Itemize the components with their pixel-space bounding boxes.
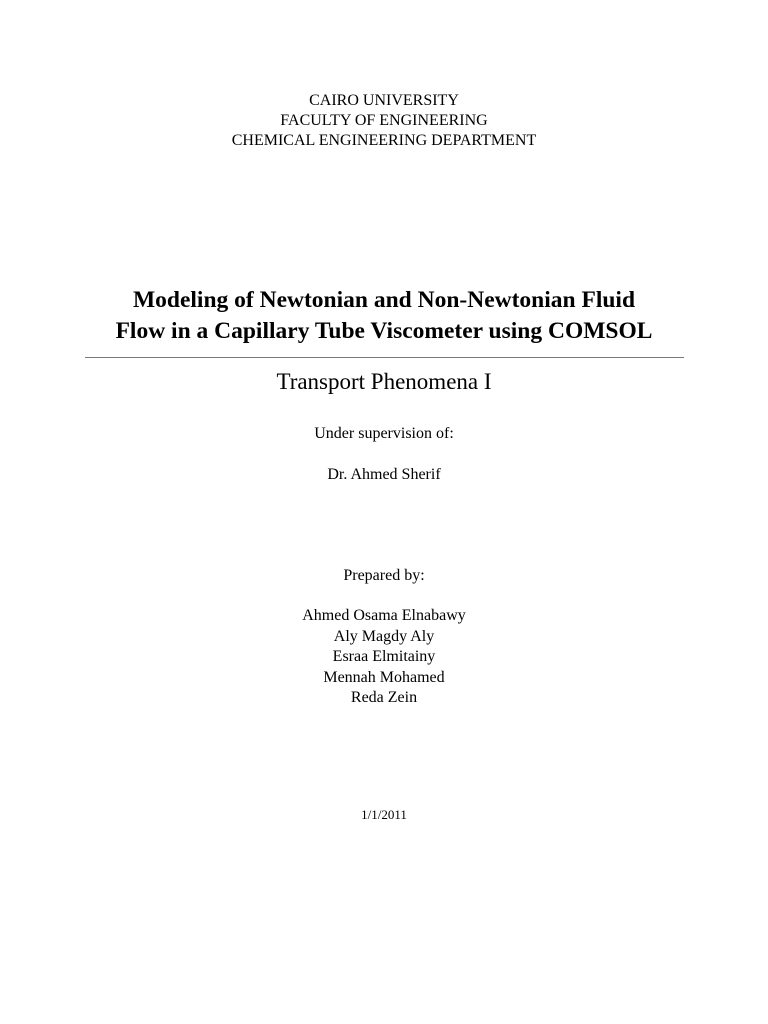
author-name: Aly Magdy Aly — [333, 627, 435, 645]
university-name: CAIRO UNIVERSITY — [309, 92, 459, 109]
author-name: Esraa Elmitainy — [332, 648, 436, 665]
document-date: 1/1/2011 — [361, 807, 407, 822]
faculty-name: FACULTY OF ENGINEERING — [280, 112, 488, 129]
prepared-by-label: Prepared by: — [343, 567, 425, 584]
author-name: Ahmed Osama Elnabawy — [302, 607, 466, 624]
author-name: Mennah Mohamed — [323, 668, 445, 686]
title-line-1: Modeling of Newtonian and Non-Newtonian Fluid — [132, 287, 636, 313]
author-name: Reda Zein — [350, 689, 418, 706]
course-subtitle: Transport Phenomena I — [276, 369, 492, 394]
title-line-2: Flow in a Capillary Tube Viscometer using COMSOL — [115, 318, 653, 344]
document-title — [0, 285, 768, 347]
supervision-label: Under supervision of: — [314, 425, 454, 442]
author-list — [0, 606, 768, 709]
department-name: CHEMICAL ENGINEERING DEPARTMENT — [231, 132, 537, 149]
title-divider — [85, 357, 684, 358]
supervisor-name: Dr. Ahmed Sherif — [327, 466, 441, 483]
institution-block — [0, 91, 768, 151]
